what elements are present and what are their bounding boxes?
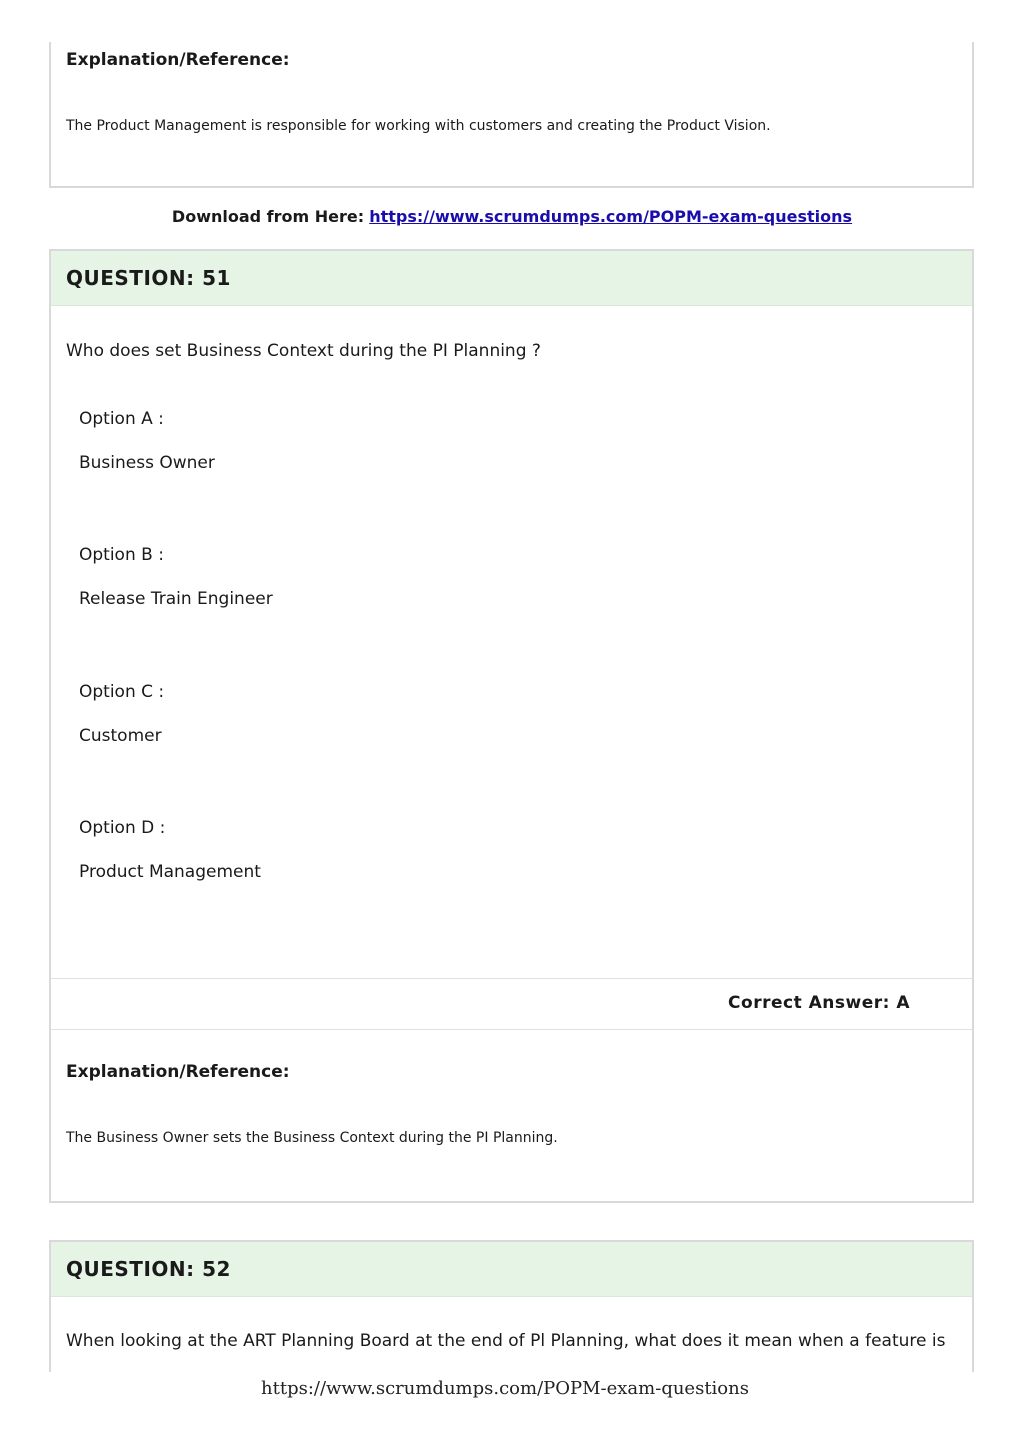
explanation-text: The Product Management is responsible for working with customers and creating the Product Vision. — [66, 118, 771, 134]
question-52-box — [49, 1240, 974, 1372]
explanation-heading: Explanation/Reference: — [66, 1062, 290, 1082]
footer-url: https://www.scrumdumps.com/POPM-exam-questions — [261, 1378, 749, 1399]
option-d-value: Product Management — [79, 862, 261, 882]
explanation-text: The Business Owner sets the Business Context during the PI Planning. — [66, 1130, 558, 1146]
question-title: QUESTION: 51 — [66, 266, 231, 290]
correct-answer-row — [51, 978, 972, 1030]
question-51-box — [49, 249, 974, 1203]
option-b-value: Release Train Engineer — [79, 589, 273, 609]
correct-answer: Correct Answer: A — [728, 993, 910, 1013]
option-d-label: Option D : — [79, 818, 166, 838]
explanation-heading: Explanation/Reference: — [66, 50, 290, 70]
question-text: When looking at the ART Planning Board at the end of Pl Planning, what does it mean when a feature is — [66, 1331, 946, 1351]
option-a-value: Business Owner — [79, 453, 215, 473]
download-line — [0, 207, 1024, 226]
download-label: Download from Here: — [171, 207, 365, 226]
question-header — [51, 251, 972, 306]
download-link[interactable]: https://www.scrumdumps.com/POPM-exam-questions — [369, 207, 853, 226]
question-header — [51, 1242, 972, 1297]
question-text: Who does set Business Context during the PI Planning ? — [66, 341, 541, 361]
previous-explanation-box — [49, 42, 974, 188]
option-a-label: Option A : — [79, 409, 164, 429]
question-title: QUESTION: 52 — [66, 1257, 231, 1281]
option-c-label: Option C : — [79, 682, 165, 702]
option-c-value: Customer — [79, 726, 162, 746]
option-b-label: Option B : — [79, 545, 164, 565]
